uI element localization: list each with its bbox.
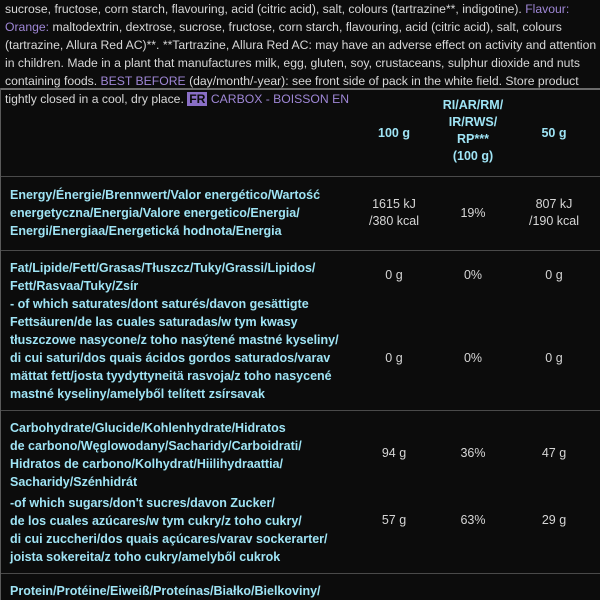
energy-label-line: Energy/Énergie/Brennwert/Valor energético/Wartość — [10, 188, 321, 202]
sugars-label-line: joista sokereita/z toho cukry/amelyből cukrok — [10, 550, 281, 564]
saturates-ri: 0% — [463, 351, 483, 365]
fat-ri: 0% — [463, 268, 483, 282]
energy-50g — [516, 196, 592, 230]
ri-header-line: RI/AR/RM/ — [442, 98, 504, 112]
col-header-50g: 50 g — [541, 126, 567, 140]
saturates-label-line: di cui saturi/dos quais ácidos gordos saturados/varav — [10, 351, 331, 365]
col-header-100g: 100 g — [378, 126, 410, 140]
energy-ri: 19% — [460, 206, 486, 220]
saturates-label-line: Fettsäuren/de las cuales saturadas/w tym kwasy — [10, 315, 298, 329]
sugars-label-line: de los cuales azúcares/w tym cukry/z toho cukry/ — [10, 514, 302, 528]
protein-label — [10, 582, 352, 600]
carbohydrate-ri: 36% — [460, 446, 486, 460]
fat-label-line: Fett/Rasvaa/Tuky/Zsír — [10, 279, 139, 293]
carbohydrate-label-line: Hidratos de carbono/Kolhydrat/Hiilihydraattia/ — [10, 457, 283, 471]
ingredients-line-1: sucrose, fructose, corn starch, flavouring, acid (citric acid), salt, colours (tartrazine**, indigotine). — [5, 2, 522, 16]
energy-50g-kj: 807 kJ — [535, 197, 573, 211]
sugars-label-line: -of which sugars/don't sucres/davon Zucker/ — [10, 496, 275, 510]
ri-header-line: RP*** — [457, 132, 489, 146]
energy-100g-kcal: /380 kcal — [368, 214, 420, 228]
language-badge: FR — [189, 92, 206, 106]
ingredients-text — [5, 0, 597, 108]
saturates-50g: 0 g — [545, 351, 563, 365]
sugars-100g: 57 g — [381, 513, 407, 527]
ri-header-line: IR/RWS/ — [448, 115, 498, 129]
saturates-100g: 0 g — [385, 351, 403, 365]
energy-label-line: Energi/Energiaa/Energetická hodnota/Energia — [10, 224, 282, 238]
energy-label-line: energetyczna/Energia/Valore energetico/Energia/ — [10, 206, 300, 220]
carb-divider — [0, 573, 600, 574]
header-divider — [0, 176, 600, 177]
energy-label — [10, 186, 352, 240]
protein-label-line: Protein/Protéine/Eiweiß/Proteínas/Białko/Bielkoviny/ — [10, 584, 321, 598]
storage-text: (day/month/-year): see front side of pack in the white field. Store product tightly closed in a cool, dry place. — [5, 74, 579, 106]
table-left-border — [0, 88, 1, 600]
carbohydrate-50g: 47 g — [541, 446, 567, 460]
saturates-label-line: tłuszczowe nasycone/z toho nasýtené mastné kyseliny/ — [10, 333, 339, 347]
fat-label — [10, 259, 352, 295]
sugars-label — [10, 494, 352, 566]
energy-100g-kj: 1615 kJ — [372, 197, 416, 211]
sugars-50g: 29 g — [541, 513, 567, 527]
energy-100g — [356, 196, 432, 230]
carbohydrate-label-line: Carbohydrate/Glucide/Kohlenhydrate/Hidratos — [10, 421, 286, 435]
energy-divider — [0, 250, 600, 251]
saturates-label-line: mättat fett/josta tyydyttyneitä rasvoja/z toho nasycené — [10, 369, 332, 383]
fat-divider — [0, 410, 600, 411]
fat-100g: 0 g — [385, 268, 403, 282]
saturates-label-line: mastné kyseliny/amelyből telített zsírsavak — [10, 387, 265, 401]
table-top-border — [0, 88, 600, 90]
carbohydrate-label-line: Sacharidy/Szénhidrát — [10, 475, 138, 489]
carbohydrate-label — [10, 419, 352, 491]
saturates-label-line: - of which saturates/dont saturés/davon gesättigte — [10, 297, 309, 311]
flavour-label: Flavour: Orange: — [5, 2, 570, 34]
best-before-label: BEST BEFORE — [100, 74, 186, 88]
carbohydrate-label-line: de carbono/Węglowodany/Sacharidy/Carboidrati/ — [10, 439, 302, 453]
product-name: CARBOX - BOISSON EN — [210, 92, 350, 106]
col-header-ri — [430, 97, 516, 165]
saturates-label — [10, 295, 352, 403]
carbohydrate-100g: 94 g — [381, 446, 407, 460]
sugars-label-line: di cui zuccheri/dos quais açúcares/varav sockerarter/ — [10, 532, 328, 546]
sugars-ri: 63% — [460, 513, 486, 527]
fat-50g: 0 g — [545, 268, 563, 282]
ri-header-line: (100 g) — [452, 149, 494, 163]
ingredients-line-2: maltodextrin, dextrose, sucrose, fructose, corn starch, flavouring, acid (citric acid), salt, colours (tartrazine, Allura Red AC)**. **Tartrazine, Allura Red AC: may have an adverse effect on activity and attention in children. Made in a plant that manufactures milk, egg, gluten, soy, crustaceans, sulphur dioxide and nuts containing foods. — [5, 20, 597, 88]
fat-label-line: Fat/Lipide/Fett/Grasas/Tłuszcz/Tuky/Grassi/Lipidos/ — [10, 261, 316, 275]
energy-50g-kcal: /190 kcal — [528, 214, 580, 228]
